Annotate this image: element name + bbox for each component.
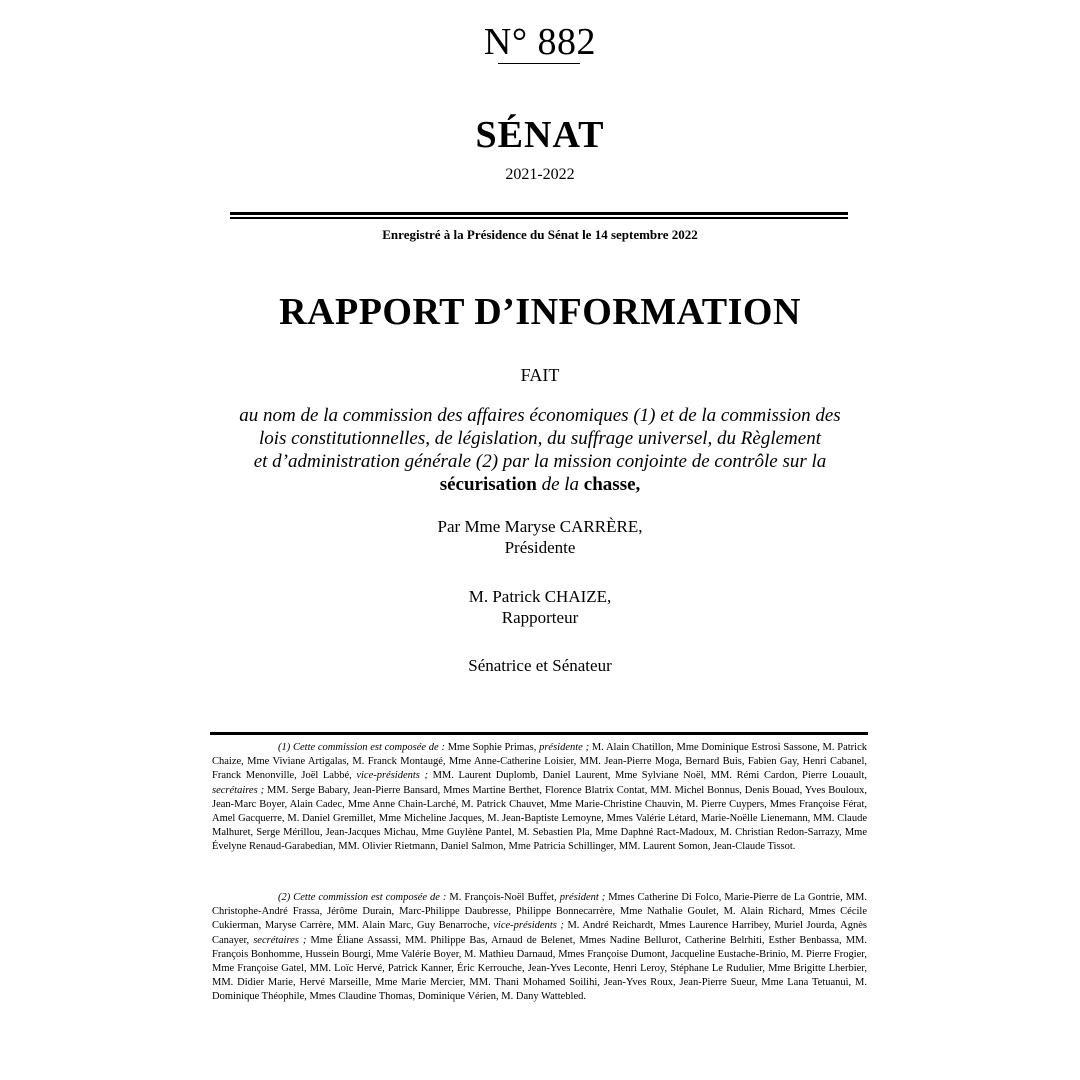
- subject-connector: de la: [536, 474, 584, 495]
- registration-line: Enregistré à la Présidence du Sénat le 14 septembre 2022: [382, 227, 698, 242]
- institution-name: SÉNAT: [475, 114, 605, 156]
- footnote-text: Mme Sophie Primas,: [444, 742, 540, 753]
- author-name: Par Mme Maryse CARRÈRE,: [437, 517, 643, 536]
- footnote-text: Mme Éliane Assassi, MM. Philippe Bas, Arnaud de Belenet, Mmes Nadine Bellurot, Catherine Belrhiti, Esther Benbassa, MM. François Bonhomme, Hussein Bourgi, Mme Valérie Boyer, M. Mathieu Darnaud, Mmes Françoise Dumont, Jacqueline Eustache-Brinio, M. Pierre Frogier, Mme Françoise Gatel, MM. Loïc Hervé, Patrick Kanner, Éric Kerrouche, Jean-Yves Leconte, Henri Leroy, Stéphane Le Rudulier, Mme Brigitte Lherbier, MM. Didier Marie, Hervé Marseille, Mme Marie Mercier, MM. Thani Mohamed Soilihi, Jean-Yves Roux, Jean-Pierre Sueur, Mme Lana Tetuanui, M. Dominique Théophile, Mmes Claudine Thomas, Dominique Vérien, M. Dany Wattebled.: [212, 934, 867, 1003]
- footnote-role: présidente ;: [539, 742, 590, 753]
- footnote-divider: [210, 732, 868, 735]
- footnote-role: vice-présidents ;: [493, 920, 564, 932]
- report-subject: [0, 473, 1080, 496]
- author-role: Présidente: [504, 538, 576, 557]
- footnote-text: M. Alain Chatillon, Mme Dominique Estrosi Sassone, M. Patrick Chaize, Mme Viviane Artigalas, M. Franck Montaugé, Mme Anne-Catherine Loisier, MM. Jean-Pierre Moga, Bernard Buis, Fabien Gay, Henri Cabanel, Franck Menonville, Joël Labbé,: [212, 742, 867, 782]
- subject-comma: ,: [635, 474, 641, 495]
- author-role: Rapporteur: [501, 608, 579, 627]
- header-divider: [230, 212, 848, 219]
- footnote-intro: (1) Cette commission est composée de :: [278, 742, 445, 753]
- author-president: [0, 516, 1080, 558]
- senators-label: Sénatrice et Sénateur: [468, 656, 612, 675]
- session-years: 2021-2022: [505, 166, 575, 183]
- description-line: lois constitutionnelles, de législation, du suffrage universel, du Règlement: [258, 428, 821, 449]
- footnote-text: M. André Reichardt, Mmes Laurence Harribey, Muriel Jourda, Agnès Canayer,: [212, 920, 867, 946]
- description-line: et d’administration générale (2) par la mission conjointe de contrôle sur la: [253, 451, 827, 472]
- fait-label: FAIT: [520, 365, 560, 385]
- footnote-role: secrétaires ;: [253, 934, 307, 946]
- footnote-commission-2: [212, 891, 867, 1005]
- report-description: [0, 404, 1080, 496]
- description-line: au nom de la commission des affaires économiques (1) et de la commission des: [239, 405, 841, 426]
- footnote-intro: (2) Cette commission est composée de :: [278, 892, 447, 903]
- author-rapporteur: [0, 586, 1080, 628]
- footnote-text: MM. Serge Babary, Jean-Pierre Bansard, Mmes Martine Berthet, Florence Blatrix Contat, MM. Michel Bonnus, Denis Bouad, Yves Bouloux, Jean-Marc Boyer, Alain Cadec, Mme Anne Chain-Larché, M. Patrick Chauvet, Mme Marie-Christine Chauvin, M. Pierre Cuypers, Mmes Françoise Férat, Amel Gacquerre, M. Daniel Gremillet, Mme Micheline Jacques, M. Jean-Baptiste Lemoyne, Mmes Valérie Létard, Marie-Noëlle Lienemann, MM. Claude Malhuret, Serge Mérillou, Jean-Jacques Michau, Mme Guylène Pantel, M. Sebastien Pla, Mme Daphné Ract-Madoux, M. Christian Redon-Sarrazy, Mme Évelyne Renaud-Garabedian, MM. Olivier Rietmann, Daniel Salmon, Mme Patricia Schillinger, MM. Laurent Somon, Jean-Claude Tissot.: [212, 784, 867, 853]
- footnote-role: secrétaires ;: [212, 784, 265, 796]
- footnote-role: vice-présidents ;: [356, 770, 428, 782]
- number-underline: [498, 63, 580, 64]
- footnote-text: M. François-Noël Buffet,: [446, 892, 560, 903]
- footnote-text: MM. Laurent Duplomb, Daniel Laurent, Mme Sylviane Noël, MM. Rémi Cardon, Pierre Louault,: [427, 770, 868, 782]
- document-number: N° 882: [483, 21, 597, 63]
- subject-chasse: chasse: [583, 474, 636, 495]
- author-name: M. Patrick CHAIZE,: [468, 587, 612, 606]
- report-title: RAPPORT D’INFORMATION: [279, 291, 801, 333]
- footnote-role: président ;: [559, 892, 606, 903]
- subject-securisation: sécurisation: [439, 474, 537, 495]
- footnote-text: Mmes Catherine Di Folco, Marie-Pierre de La Gontrie, MM. Christophe-André Frassa, Jérôme Durain, Marc-Philippe Daubresse, Philippe Bonnecarrère, Mme Nathalie Goulet, M. Alain Richard, Mmes Cécile Cukierman, Maryse Carrère, MM. Alain Marc, Guy Benarroche,: [212, 892, 867, 932]
- footnote-commission-1: [212, 741, 867, 855]
